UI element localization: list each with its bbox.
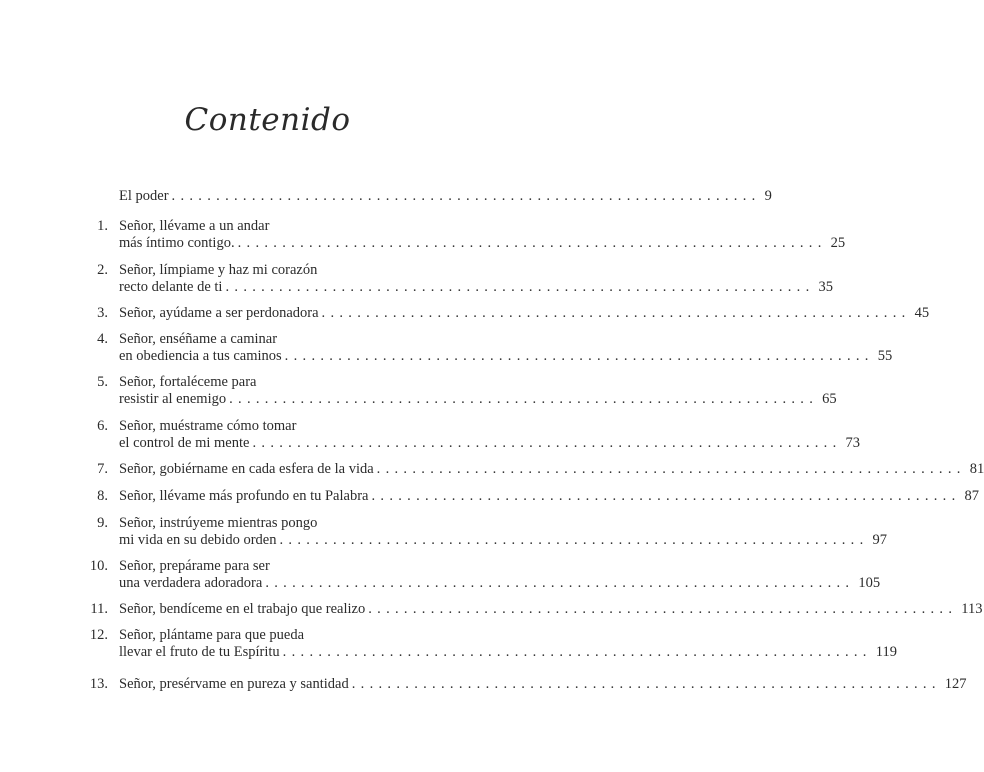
toc-entry-last-line — [119, 188, 772, 205]
toc-entry-page: 87 — [964, 488, 980, 504]
toc-entry-page: 97 — [872, 532, 888, 548]
toc-entry-title-line1: Señor, instrúyeme mientras pongo — [119, 515, 318, 531]
dot-leader: .................................................................. — [368, 601, 958, 617]
toc-entry-page: 45 — [914, 305, 930, 321]
toc-entry-number: 2. — [97, 262, 108, 278]
toc-entry-page: 73 — [845, 435, 861, 451]
dot-leader: .................................................................. — [284, 348, 874, 364]
toc-entry-page: 81 — [969, 461, 984, 477]
toc-entry-title-line1: Señor, llévame a un andar — [119, 218, 270, 234]
toc-entry-number: 3. — [97, 305, 108, 321]
toc-entry-number: 1. — [97, 218, 108, 234]
dot-leader: .................................................................. — [376, 461, 966, 477]
toc-entry-number: 8. — [97, 488, 108, 504]
toc-entry-number: 9. — [97, 515, 108, 531]
toc-entry-title-line1: Señor, fortaléceme para — [119, 374, 257, 390]
toc-entry-last-line — [119, 488, 980, 505]
toc-entry-page: 65 — [822, 391, 837, 407]
toc-entry-page: 55 — [877, 348, 893, 364]
dot-leader: .................................................................. — [279, 532, 869, 548]
toc-entry-title: Señor, gobiérname en cada esfera de la vida — [119, 461, 374, 477]
toc-entry-last-line — [119, 348, 893, 365]
dot-leader: .................................................................. — [229, 391, 819, 407]
dot-leader: .................................................................. — [282, 644, 872, 660]
toc-entry-page: 127 — [944, 676, 967, 692]
dot-leader: .................................................................. — [371, 488, 961, 504]
toc-entry-last-line — [119, 575, 881, 592]
toc-entry-title-line2: una verdadera adoradora — [119, 575, 263, 591]
toc-entry-number: 11. — [90, 601, 108, 617]
toc-entry-number: 6. — [97, 418, 108, 434]
toc-entry-title-line1: Señor, prepárame para ser — [119, 558, 270, 574]
toc-entry-number: 5. — [97, 374, 108, 390]
toc-entry-page: 9 — [764, 188, 772, 204]
toc-entry-number: 12. — [89, 627, 108, 643]
toc-entry-title-line2: mi vida en su debido orden — [119, 532, 277, 548]
toc-entry-title: Señor, presérvame en pureza y santidad — [119, 676, 349, 692]
toc-entry-last-line — [119, 676, 967, 693]
toc-entry-title-line1: Señor, muéstrame cómo tomar — [119, 418, 297, 434]
toc-entry-number: 10. — [89, 558, 108, 574]
toc-entry-title: Señor, ayúdame a ser perdonadora — [119, 305, 319, 321]
toc-entry-page: 25 — [830, 235, 846, 251]
toc-entry-number: 4. — [97, 331, 108, 347]
toc-entry-title-line1: Señor, enséñame a caminar — [119, 331, 278, 347]
toc-entry-page: 113 — [961, 601, 983, 617]
toc-entry-number: 13. — [89, 676, 108, 692]
toc-entry-title-line2: resistir al enemigo — [119, 391, 227, 407]
toc-entry-title-line1: Señor, límpiame y haz mi corazón — [119, 262, 318, 278]
toc-entry-title: Señor, bendíceme en el trabajo que realizo — [119, 601, 366, 617]
toc-entry-last-line — [119, 305, 930, 322]
toc-entry-title-line2: el control de mi mente — [119, 435, 250, 451]
toc-entry-last-line — [119, 391, 837, 408]
toc-entry-title: Señor, llévame más profundo en tu Palabra — [119, 488, 369, 504]
toc-entry-last-line — [119, 601, 983, 618]
dot-leader: .................................................................. — [351, 676, 941, 692]
toc-entry-last-line — [119, 644, 897, 661]
toc-entry-last-line — [119, 235, 846, 252]
toc-entry-title-line2: en obediencia a tus caminos — [119, 348, 282, 364]
toc-entry-title-line1: Señor, plántame para que pueda — [119, 627, 305, 643]
toc-entry-title: El poder — [119, 188, 169, 204]
dot-leader: .................................................................. — [171, 188, 761, 204]
toc-entry-title-line2: llevar el fruto de tu Espíritu — [119, 644, 280, 660]
toc-entry-page: 119 — [875, 644, 897, 660]
dot-leader: .................................................................. — [265, 575, 855, 591]
toc-entry-last-line — [119, 532, 888, 549]
toc-entry-page: 35 — [818, 279, 834, 295]
toc-entry-last-line — [119, 461, 984, 478]
dot-leader: .................................................................. — [321, 305, 911, 321]
dot-leader: .................................................................. — [252, 435, 842, 451]
toc-entry-last-line — [119, 435, 861, 452]
dot-leader: .................................................................. — [237, 235, 827, 251]
dot-leader: .................................................................. — [225, 279, 815, 295]
toc-entry-title-line2: recto delante de ti — [119, 279, 223, 295]
toc-entry-number: 7. — [97, 461, 108, 477]
toc-entry-last-line — [119, 279, 834, 296]
toc-entry-title-line2: más íntimo contigo. — [119, 235, 235, 251]
toc-entry-page: 105 — [858, 575, 881, 591]
page-title: Contenido — [184, 102, 351, 138]
